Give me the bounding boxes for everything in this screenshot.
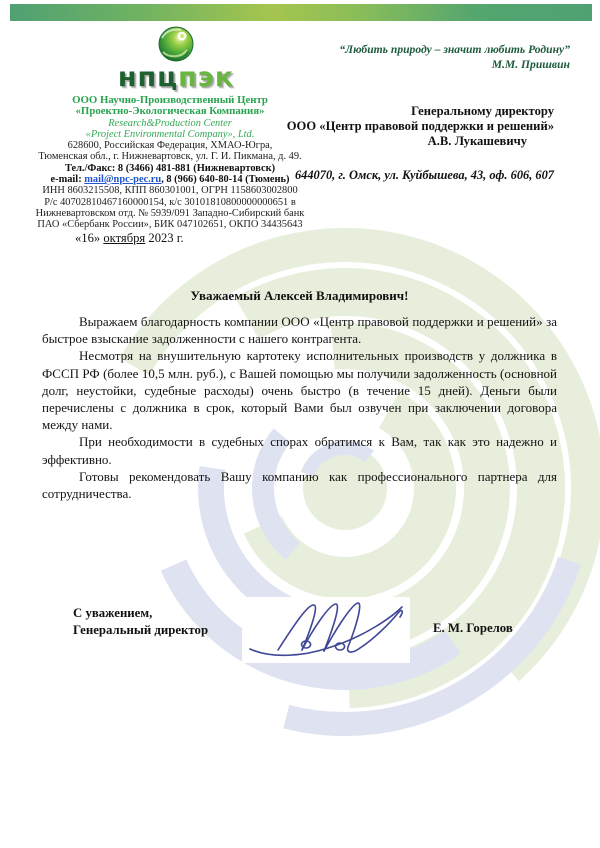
brand-right: пэк xyxy=(178,62,235,93)
body-paragraph-2: Несмотря на внушительную картотеку исполнительных производств у должника в ФССП РФ (более 10,5 млн. руб.), с Вашей помощью мы получили задолженность (основной долг, неустойки, судебные расходы) очень быстро (в течение 15 дней). Деньги были перечислены с должника в срок, который Вами был озвучен при заключении договора между нами. xyxy=(42,348,557,433)
epigraph-text: “Любить природу – значит любить Родину” xyxy=(339,43,570,56)
signee-name: Е. М. Горелов xyxy=(433,621,513,635)
company-name-ru-2: «Проектно-Экологическая Компания» xyxy=(75,105,265,118)
epigraph xyxy=(270,42,570,72)
closing-line-2: Генеральный директор xyxy=(73,622,209,637)
letter-date xyxy=(75,231,184,246)
company-phone: Тел./Факс: 8 (3466) 481-881 (Нижневартовск) xyxy=(64,162,276,174)
body-paragraph-1: Выражаем благодарность компании ООО «Центр правовой поддержки и решений» за быстрое взыскание задолженности с нашего контрагента. xyxy=(42,314,557,347)
top-accent-bar xyxy=(10,4,592,21)
recipient-title: Генеральному директору xyxy=(411,104,554,118)
date-year: 2023 г. xyxy=(148,231,184,245)
company-requisites-1: ИНН 8603215508, КПП 860301001, ОГРН 1158603002800 xyxy=(42,185,298,197)
email-link[interactable]: mail@npc-pec.ru xyxy=(84,174,162,186)
body-paragraph-4: Готовы рекомендовать Вашу компанию как профессионального партнера для сотрудничества. xyxy=(42,468,557,502)
epigraph-author: М.М. Пришвин xyxy=(491,58,570,71)
letter-body xyxy=(42,288,557,502)
brand-left: нпц xyxy=(117,62,179,93)
email-tail: , 8 (966) 640-80-14 (Тюмень) xyxy=(161,174,290,186)
company-address-1: 628600, Российская Федерация, ХМАО-Югра, xyxy=(67,140,273,152)
date-day: «16» xyxy=(75,231,101,245)
company-name-ru-1: ООО Научно-Производственный Центр xyxy=(72,94,268,106)
company-address-2: Тюменская обл., г. Нижневартовск, ул. Г. И. Пикмана, д. 49. xyxy=(38,151,302,163)
company-name-en-1: Research&Production Center xyxy=(108,117,232,129)
company-requisites-2: Р/с 40702810467160000154, к/с 30101810800000000651 в xyxy=(44,196,296,208)
closing-line-1: С уважением, xyxy=(73,606,153,620)
recipient-company: ООО «Центр правовой поддержки и решений» xyxy=(286,119,554,134)
recipient-person: А.В. Лукашевичу xyxy=(427,134,527,149)
globe-icon xyxy=(154,24,198,64)
recipient-address: 644070, г. Омск, ул. Куйбышева, 43, оф. 606, 607 xyxy=(294,168,554,182)
date-month: октября xyxy=(103,231,146,245)
recipient-block xyxy=(274,104,554,150)
closing-block xyxy=(73,605,208,638)
company-requisites-4: ПАО «Сбербанк России», БИК 047102651, ОКПО 34435643 xyxy=(37,219,303,231)
salutation: Уважаемый Алексей Владимирович! xyxy=(190,288,409,303)
company-name-en-2: «Project Environmental Company», Ltd. xyxy=(85,128,255,140)
company-requisites-3: Нижневартовском отд. № 5939/091 Западно-Сибирский банк xyxy=(35,207,305,219)
body-paragraph-3: При необходимости в судебных спорах обратимся к Вам, так как это надежно и эффективно. xyxy=(42,434,557,467)
email-label: e-mail: xyxy=(50,174,85,186)
signature-image xyxy=(242,597,410,663)
